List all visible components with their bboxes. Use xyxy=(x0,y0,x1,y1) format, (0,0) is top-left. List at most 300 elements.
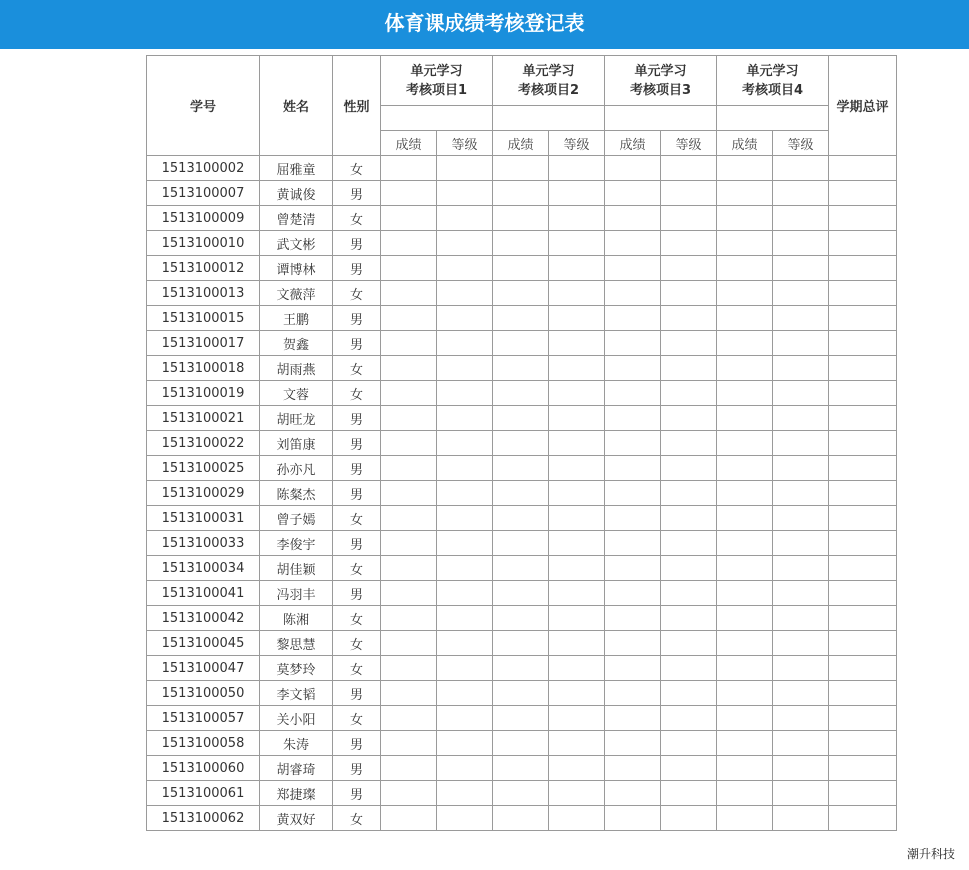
unit-4-level-cell[interactable] xyxy=(773,656,829,681)
unit-2-score-cell[interactable] xyxy=(493,281,549,306)
unit-1-level-cell[interactable] xyxy=(437,781,493,806)
unit-4-level-cell[interactable] xyxy=(773,581,829,606)
unit-3-score-cell[interactable] xyxy=(605,331,661,356)
unit-1-level-cell[interactable] xyxy=(437,481,493,506)
unit-3-score-cell[interactable] xyxy=(605,581,661,606)
unit-1-level-cell[interactable] xyxy=(437,531,493,556)
student-gender-cell: 男 xyxy=(333,331,381,356)
student-gender-cell: 男 xyxy=(333,231,381,256)
unit-1-score-cell[interactable] xyxy=(381,731,437,756)
unit-4-score-cell[interactable] xyxy=(717,431,773,456)
unit-1-level-cell[interactable] xyxy=(437,256,493,281)
student-gender-cell: 男 xyxy=(333,781,381,806)
unit-3-score-cell[interactable] xyxy=(605,756,661,781)
term-eval-cell[interactable] xyxy=(829,606,897,631)
unit-4-score-cell[interactable] xyxy=(717,531,773,556)
unit-3-level-cell[interactable] xyxy=(661,356,717,381)
unit-4-score-cell[interactable] xyxy=(717,331,773,356)
unit-3-score-cell[interactable] xyxy=(605,506,661,531)
unit-4-level-cell[interactable] xyxy=(773,606,829,631)
unit-4-level-cell[interactable] xyxy=(773,781,829,806)
unit-3-level-cell[interactable] xyxy=(661,306,717,331)
unit-4-level-cell[interactable] xyxy=(773,731,829,756)
unit-2-level-cell[interactable] xyxy=(549,806,605,831)
unit-1-score-cell[interactable] xyxy=(381,356,437,381)
term-eval-cell[interactable] xyxy=(829,156,897,181)
student-id-cell: 1513100009 xyxy=(147,206,260,231)
unit-4-score-cell[interactable] xyxy=(717,731,773,756)
unit-4-score-cell[interactable] xyxy=(717,481,773,506)
unit-4-score-cell[interactable] xyxy=(717,656,773,681)
unit-4-level-cell[interactable] xyxy=(773,306,829,331)
unit-2-score-cell[interactable] xyxy=(493,206,549,231)
unit-2-level-cell[interactable] xyxy=(549,431,605,456)
unit-2-level-cell[interactable] xyxy=(549,731,605,756)
student-gender-cell: 女 xyxy=(333,506,381,531)
unit-1-score-cell[interactable] xyxy=(381,306,437,331)
student-name-cell: 李文韬 xyxy=(260,681,333,706)
unit-3-level-cell[interactable] xyxy=(661,231,717,256)
unit-3-level-cell[interactable] xyxy=(661,206,717,231)
unit-4-level-cell[interactable] xyxy=(773,156,829,181)
student-id-cell: 1513100013 xyxy=(147,281,260,306)
student-id-cell: 1513100041 xyxy=(147,581,260,606)
header-unit-1-line2: 考核项目1 xyxy=(405,82,468,98)
unit-1-level-cell[interactable] xyxy=(437,381,493,406)
unit-1-score-cell[interactable] xyxy=(381,706,437,731)
unit-2-level-cell[interactable] xyxy=(549,606,605,631)
unit-3-level-cell[interactable] xyxy=(661,756,717,781)
student-gender-cell: 女 xyxy=(333,806,381,831)
unit-1-score-cell[interactable] xyxy=(381,256,437,281)
unit-2-level-cell[interactable] xyxy=(549,506,605,531)
unit-1-level-cell[interactable] xyxy=(437,331,493,356)
unit-3-level-cell[interactable] xyxy=(661,606,717,631)
unit-3-score-cell[interactable] xyxy=(605,656,661,681)
unit-3-level-cell[interactable] xyxy=(661,531,717,556)
term-eval-cell[interactable] xyxy=(829,406,897,431)
unit-4-level-cell[interactable] xyxy=(773,481,829,506)
term-eval-cell[interactable] xyxy=(829,456,897,481)
term-eval-cell[interactable] xyxy=(829,206,897,231)
unit-1-level-cell[interactable] xyxy=(437,306,493,331)
unit-2-score-cell[interactable] xyxy=(493,456,549,481)
unit-3-score-cell[interactable] xyxy=(605,206,661,231)
unit-2-level-cell[interactable] xyxy=(549,781,605,806)
unit-3-level-cell[interactable] xyxy=(661,181,717,206)
unit-3-score-cell[interactable] xyxy=(605,231,661,256)
student-name-cell: 冯羽丰 xyxy=(260,581,333,606)
unit-4-level-cell[interactable] xyxy=(773,556,829,581)
unit-1-score-cell[interactable] xyxy=(381,756,437,781)
term-eval-cell[interactable] xyxy=(829,506,897,531)
unit-1-score-cell[interactable] xyxy=(381,631,437,656)
unit-2-score-cell[interactable] xyxy=(493,806,549,831)
unit-1-level-cell[interactable] xyxy=(437,506,493,531)
unit-3-score-cell[interactable] xyxy=(605,806,661,831)
unit-2-score-cell[interactable] xyxy=(493,731,549,756)
unit-2-level-cell[interactable] xyxy=(549,456,605,481)
unit-2-score-cell[interactable] xyxy=(493,306,549,331)
header-unit-3-line1: 单元学习 xyxy=(634,63,687,79)
unit-4-score-cell[interactable] xyxy=(717,506,773,531)
unit-4-score-cell[interactable] xyxy=(717,581,773,606)
unit-3-score-cell[interactable] xyxy=(605,281,661,306)
unit-2-level-cell[interactable] xyxy=(549,706,605,731)
unit-1-level-cell[interactable] xyxy=(437,631,493,656)
unit-4-level-cell[interactable] xyxy=(773,281,829,306)
unit-4-level-cell[interactable] xyxy=(773,406,829,431)
unit-2-level-cell[interactable] xyxy=(549,631,605,656)
unit-4-level-cell[interactable] xyxy=(773,706,829,731)
unit-2-level-cell[interactable] xyxy=(549,281,605,306)
term-eval-cell[interactable] xyxy=(829,756,897,781)
student-name-cell: 胡雨燕 xyxy=(260,356,333,381)
unit-4-score-cell[interactable] xyxy=(717,556,773,581)
unit-2-score-cell[interactable] xyxy=(493,656,549,681)
term-eval-cell[interactable] xyxy=(829,306,897,331)
unit-4-score-cell[interactable] xyxy=(717,281,773,306)
unit-3-score-cell[interactable] xyxy=(605,481,661,506)
unit-2-score-cell[interactable] xyxy=(493,231,549,256)
unit-3-score-cell[interactable] xyxy=(605,306,661,331)
unit-4-score-cell[interactable] xyxy=(717,781,773,806)
unit-1-level-cell[interactable] xyxy=(437,456,493,481)
unit-1-score-cell[interactable] xyxy=(381,806,437,831)
unit-3-score-cell[interactable] xyxy=(605,706,661,731)
unit-3-score-cell[interactable] xyxy=(605,631,661,656)
unit-4-level-cell[interactable] xyxy=(773,506,829,531)
student-id-cell: 1513100019 xyxy=(147,381,260,406)
unit-4-level-cell[interactable] xyxy=(773,456,829,481)
unit-4-score-cell[interactable] xyxy=(717,306,773,331)
unit-1-score-cell[interactable] xyxy=(381,206,437,231)
unit-3-level-cell[interactable] xyxy=(661,656,717,681)
unit-1-level-cell[interactable] xyxy=(437,656,493,681)
unit-1-level-cell[interactable] xyxy=(437,181,493,206)
unit-4-score-cell[interactable] xyxy=(717,381,773,406)
unit-1-level-cell[interactable] xyxy=(437,156,493,181)
student-gender-cell: 男 xyxy=(333,731,381,756)
table-row xyxy=(147,356,897,381)
student-id-cell: 1513100022 xyxy=(147,431,260,456)
unit-4-level-cell[interactable] xyxy=(773,431,829,456)
unit-3-level-cell[interactable] xyxy=(661,581,717,606)
unit-1-score-cell[interactable] xyxy=(381,456,437,481)
unit-4-score-cell[interactable] xyxy=(717,231,773,256)
unit-4-score-cell[interactable] xyxy=(717,631,773,656)
header-gender: 性别 xyxy=(333,56,381,156)
unit-2-score-cell[interactable] xyxy=(493,631,549,656)
unit-3-level-cell[interactable] xyxy=(661,281,717,306)
unit-1-score-cell[interactable] xyxy=(381,481,437,506)
unit-3-level-cell[interactable] xyxy=(661,631,717,656)
unit-4-level-cell[interactable] xyxy=(773,256,829,281)
unit-2-level-cell[interactable] xyxy=(549,756,605,781)
term-eval-cell[interactable] xyxy=(829,181,897,206)
unit-4-level-cell[interactable] xyxy=(773,331,829,356)
student-id-cell: 1513100021 xyxy=(147,406,260,431)
term-eval-cell[interactable] xyxy=(829,381,897,406)
unit-2-score-cell[interactable] xyxy=(493,256,549,281)
unit-3-score-cell[interactable] xyxy=(605,456,661,481)
unit-3-score-cell[interactable] xyxy=(605,256,661,281)
unit-1-level-cell[interactable] xyxy=(437,581,493,606)
unit-2-level-cell[interactable] xyxy=(549,306,605,331)
unit-2-score-cell[interactable] xyxy=(493,581,549,606)
term-eval-cell[interactable] xyxy=(829,281,897,306)
unit-1-score-cell[interactable] xyxy=(381,581,437,606)
unit-2-score-cell[interactable] xyxy=(493,781,549,806)
unit-1-score-cell[interactable] xyxy=(381,656,437,681)
unit-1-score-cell[interactable] xyxy=(381,531,437,556)
unit-2-level-cell[interactable] xyxy=(549,156,605,181)
term-eval-cell[interactable] xyxy=(829,806,897,831)
unit-1-level-cell[interactable] xyxy=(437,431,493,456)
unit-2-score-cell[interactable] xyxy=(493,481,549,506)
table-row xyxy=(147,156,897,181)
student-name-cell: 陈粲杰 xyxy=(260,481,333,506)
unit-2-score-cell[interactable] xyxy=(493,331,549,356)
unit-3-level-cell[interactable] xyxy=(661,381,717,406)
unit-2-level-cell[interactable] xyxy=(549,656,605,681)
student-id-cell: 1513100031 xyxy=(147,506,260,531)
unit-1-level-cell[interactable] xyxy=(437,556,493,581)
unit-1-level-cell[interactable] xyxy=(437,706,493,731)
unit-2-score-cell[interactable] xyxy=(493,381,549,406)
header-level: 等级 xyxy=(437,131,493,156)
unit-2-score-cell[interactable] xyxy=(493,681,549,706)
unit-3-score-cell[interactable] xyxy=(605,531,661,556)
unit-2-level-cell[interactable] xyxy=(549,256,605,281)
unit-3-score-cell[interactable] xyxy=(605,781,661,806)
unit-2-score-cell[interactable] xyxy=(493,406,549,431)
term-eval-cell[interactable] xyxy=(829,231,897,256)
term-eval-cell[interactable] xyxy=(829,731,897,756)
unit-1-level-cell[interactable] xyxy=(437,356,493,381)
unit-3-level-cell[interactable] xyxy=(661,406,717,431)
unit-4-score-cell[interactable] xyxy=(717,606,773,631)
student-id-cell: 1513100017 xyxy=(147,331,260,356)
page-title: 体育课成绩考核登记表 xyxy=(0,0,969,49)
unit-4-score-cell[interactable] xyxy=(717,456,773,481)
header-unit-3-line2: 考核项目3 xyxy=(630,82,692,98)
unit-3-score-cell[interactable] xyxy=(605,556,661,581)
student-name-cell: 曾子嫣 xyxy=(260,506,333,531)
unit-2-score-cell[interactable] xyxy=(493,756,549,781)
unit-3-level-cell[interactable] xyxy=(661,331,717,356)
unit-2-score-cell[interactable] xyxy=(493,181,549,206)
unit-2-score-cell[interactable] xyxy=(493,431,549,456)
unit-3-level-cell[interactable] xyxy=(661,431,717,456)
unit-3-score-cell[interactable] xyxy=(605,431,661,456)
term-eval-cell[interactable] xyxy=(829,781,897,806)
student-gender-cell: 女 xyxy=(333,631,381,656)
student-id-cell: 1513100025 xyxy=(147,456,260,481)
unit-2-level-cell[interactable] xyxy=(549,681,605,706)
unit-4-score-cell[interactable] xyxy=(717,356,773,381)
unit-3-score-cell[interactable] xyxy=(605,731,661,756)
student-name-cell: 李俊宇 xyxy=(260,531,333,556)
unit-4-score-cell[interactable] xyxy=(717,156,773,181)
student-name-cell: 黄双好 xyxy=(260,806,333,831)
unit-2-level-cell[interactable] xyxy=(549,231,605,256)
unit-4-level-cell[interactable] xyxy=(773,806,829,831)
unit-4-level-cell[interactable] xyxy=(773,631,829,656)
unit-1-level-cell[interactable] xyxy=(437,681,493,706)
student-gender-cell: 女 xyxy=(333,381,381,406)
student-id-cell: 1513100060 xyxy=(147,756,260,781)
unit-3-level-cell[interactable] xyxy=(661,781,717,806)
unit-3-score-cell[interactable] xyxy=(605,606,661,631)
unit-1-score-cell[interactable] xyxy=(381,606,437,631)
student-id-cell: 1513100033 xyxy=(147,531,260,556)
unit-1-level-cell[interactable] xyxy=(437,806,493,831)
unit-4-level-cell[interactable] xyxy=(773,681,829,706)
unit-1-level-cell[interactable] xyxy=(437,731,493,756)
term-eval-cell[interactable] xyxy=(829,581,897,606)
unit-2-level-cell[interactable] xyxy=(549,206,605,231)
table-row xyxy=(147,806,897,831)
student-name-cell: 胡睿琦 xyxy=(260,756,333,781)
unit-3-score-cell[interactable] xyxy=(605,681,661,706)
unit-4-level-cell[interactable] xyxy=(773,231,829,256)
student-gender-cell: 男 xyxy=(333,406,381,431)
student-id-cell: 1513100062 xyxy=(147,806,260,831)
unit-1-score-cell[interactable] xyxy=(381,331,437,356)
unit-4-score-cell[interactable] xyxy=(717,406,773,431)
term-eval-cell[interactable] xyxy=(829,681,897,706)
unit-2-score-cell[interactable] xyxy=(493,506,549,531)
unit-3-level-cell[interactable] xyxy=(661,556,717,581)
unit-3-level-cell[interactable] xyxy=(661,506,717,531)
unit-2-score-cell[interactable] xyxy=(493,156,549,181)
table-row xyxy=(147,731,897,756)
table-row xyxy=(147,656,897,681)
unit-4-level-cell[interactable] xyxy=(773,756,829,781)
unit-2-score-cell[interactable] xyxy=(493,706,549,731)
unit-1-level-cell[interactable] xyxy=(437,406,493,431)
term-eval-cell[interactable] xyxy=(829,256,897,281)
unit-1-score-cell[interactable] xyxy=(381,156,437,181)
unit-1-score-cell[interactable] xyxy=(381,506,437,531)
unit-4-level-cell[interactable] xyxy=(773,531,829,556)
unit-1-level-cell[interactable] xyxy=(437,281,493,306)
student-gender-cell: 男 xyxy=(333,756,381,781)
unit-2-score-cell[interactable] xyxy=(493,556,549,581)
unit-1-level-cell[interactable] xyxy=(437,231,493,256)
unit-4-score-cell[interactable] xyxy=(717,206,773,231)
header-term-eval: 学期总评 xyxy=(829,56,897,156)
table-row xyxy=(147,606,897,631)
unit-4-score-cell[interactable] xyxy=(717,256,773,281)
unit-3-score-cell[interactable] xyxy=(605,381,661,406)
unit-1-score-cell[interactable] xyxy=(381,381,437,406)
term-eval-cell[interactable] xyxy=(829,631,897,656)
unit-3-level-cell[interactable] xyxy=(661,806,717,831)
unit-4-score-cell[interactable] xyxy=(717,681,773,706)
unit-1-score-cell[interactable] xyxy=(381,556,437,581)
unit-1-score-cell[interactable] xyxy=(381,281,437,306)
unit-1-level-cell[interactable] xyxy=(437,206,493,231)
term-eval-cell[interactable] xyxy=(829,481,897,506)
unit-3-level-cell[interactable] xyxy=(661,706,717,731)
unit-2-level-cell[interactable] xyxy=(549,331,605,356)
term-eval-cell[interactable] xyxy=(829,706,897,731)
unit-1-score-cell[interactable] xyxy=(381,431,437,456)
unit-3-level-cell[interactable] xyxy=(661,456,717,481)
unit-3-score-cell[interactable] xyxy=(605,181,661,206)
unit-2-level-cell[interactable] xyxy=(549,181,605,206)
header-score: 成绩 xyxy=(381,131,437,156)
unit-1-level-cell[interactable] xyxy=(437,756,493,781)
student-name-cell: 郑捷璨 xyxy=(260,781,333,806)
unit-3-level-cell[interactable] xyxy=(661,256,717,281)
unit-4-score-cell[interactable] xyxy=(717,706,773,731)
unit-1-score-cell[interactable] xyxy=(381,181,437,206)
unit-1-score-cell[interactable] xyxy=(381,681,437,706)
unit-2-level-cell[interactable] xyxy=(549,581,605,606)
unit-1-score-cell[interactable] xyxy=(381,781,437,806)
unit-2-score-cell[interactable] xyxy=(493,356,549,381)
student-name-cell: 曾楚清 xyxy=(260,206,333,231)
unit-2-score-cell[interactable] xyxy=(493,606,549,631)
term-eval-cell[interactable] xyxy=(829,356,897,381)
unit-4-level-cell[interactable] xyxy=(773,381,829,406)
student-gender-cell: 女 xyxy=(333,281,381,306)
unit-1-score-cell[interactable] xyxy=(381,406,437,431)
unit-4-level-cell[interactable] xyxy=(773,181,829,206)
unit-3-score-cell[interactable] xyxy=(605,406,661,431)
unit-2-level-cell[interactable] xyxy=(549,481,605,506)
table-row xyxy=(147,431,897,456)
unit-4-level-cell[interactable] xyxy=(773,206,829,231)
unit-3-score-cell[interactable] xyxy=(605,356,661,381)
table-row xyxy=(147,381,897,406)
unit-2-level-cell[interactable] xyxy=(549,381,605,406)
unit-2-level-cell[interactable] xyxy=(549,531,605,556)
term-eval-cell[interactable] xyxy=(829,431,897,456)
table-body xyxy=(147,156,897,831)
unit-2-level-cell[interactable] xyxy=(549,556,605,581)
term-eval-cell[interactable] xyxy=(829,556,897,581)
header-level: 等级 xyxy=(549,131,605,156)
unit-3-level-cell[interactable] xyxy=(661,156,717,181)
unit-3-score-cell[interactable] xyxy=(605,156,661,181)
unit-3-level-cell[interactable] xyxy=(661,481,717,506)
term-eval-cell[interactable] xyxy=(829,656,897,681)
student-id-cell: 1513100034 xyxy=(147,556,260,581)
header-unit-4-blank xyxy=(717,106,829,131)
table-header xyxy=(147,56,897,156)
unit-4-level-cell[interactable] xyxy=(773,356,829,381)
term-eval-cell[interactable] xyxy=(829,531,897,556)
term-eval-cell[interactable] xyxy=(829,331,897,356)
unit-3-level-cell[interactable] xyxy=(661,731,717,756)
unit-1-level-cell[interactable] xyxy=(437,606,493,631)
unit-2-score-cell[interactable] xyxy=(493,531,549,556)
unit-4-score-cell[interactable] xyxy=(717,756,773,781)
header-unit-4 xyxy=(717,56,829,106)
unit-2-level-cell[interactable] xyxy=(549,406,605,431)
unit-2-level-cell[interactable] xyxy=(549,356,605,381)
student-name-cell: 谭博林 xyxy=(260,256,333,281)
student-name-cell: 王鹏 xyxy=(260,306,333,331)
unit-1-score-cell[interactable] xyxy=(381,231,437,256)
unit-4-score-cell[interactable] xyxy=(717,181,773,206)
unit-4-score-cell[interactable] xyxy=(717,806,773,831)
unit-3-level-cell[interactable] xyxy=(661,681,717,706)
